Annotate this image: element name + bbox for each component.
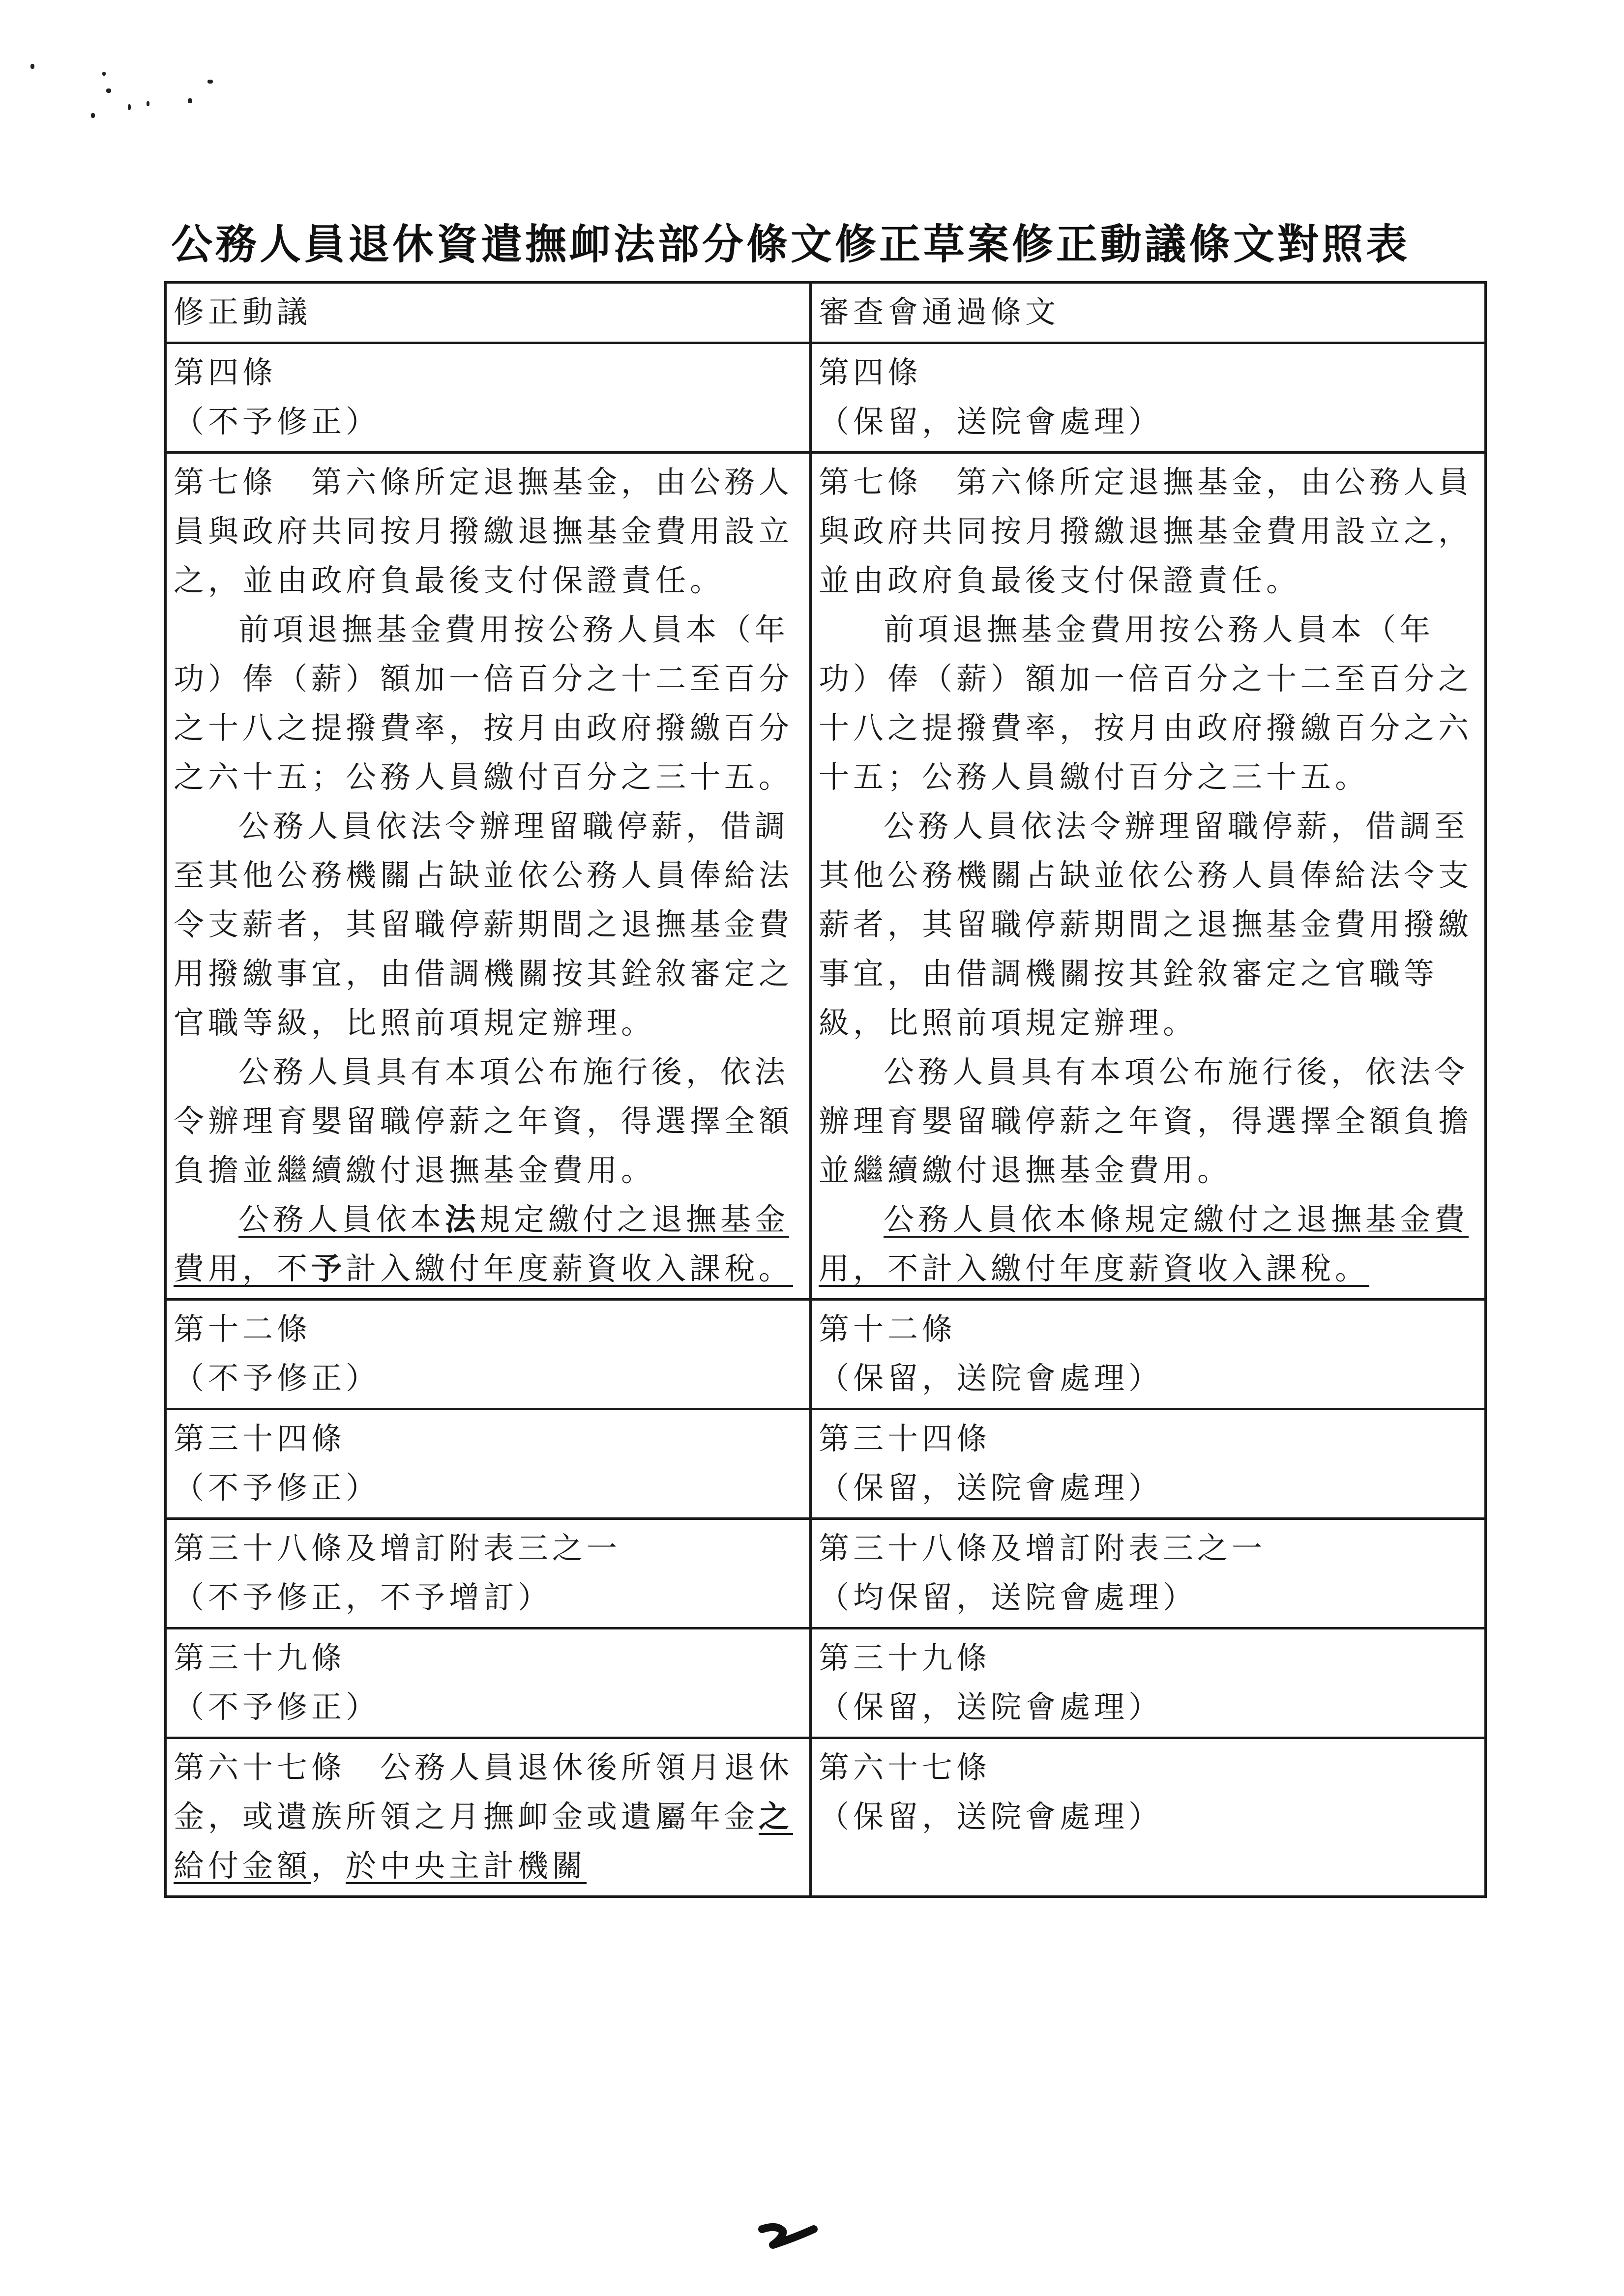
article-heading: 第三十四條	[174, 1421, 346, 1456]
article-heading: 第三十八條及增訂附表三之一	[819, 1530, 1267, 1566]
amended-text: 公務人員依本	[238, 1201, 445, 1237]
article-paragraph: 公務人員依法令辦理留職停薪，借調至其他公務機關占缺並依公務人員俸給法令支薪者，其留職停薪期間之退撫基金費用撥繳事宜，由借調機關按其銓敘審定之官職等級，比照前項規定辦理。	[819, 808, 1473, 1041]
article-heading: 第四條	[174, 354, 277, 390]
passed-cell	[811, 1519, 1486, 1628]
article-note: （不予修正）	[174, 1360, 381, 1396]
table-row	[166, 1519, 1486, 1628]
article-heading: 第四條	[819, 354, 922, 390]
passed-cell	[811, 1628, 1486, 1738]
article-note: （保留，送院會處理）	[819, 1360, 1163, 1396]
article-paragraph: 公務人員依法令辦理留職停薪，借調至其他公務機關占缺並依公務人員俸給法令支薪者，其留職停薪期間之退撫基金費用撥繳事宜，由借調機關按其銓敘審定之官職等級，比照前項規定辦理。	[174, 808, 794, 1041]
table-row	[166, 1409, 1486, 1519]
article-note: （保留，送院會處理）	[819, 1470, 1163, 1506]
motion-cell	[166, 343, 811, 453]
table-row	[166, 453, 1486, 1300]
document-title: 公務人員退休資遣撫卹法部分條文修正草案修正動議條文對照表	[171, 220, 1411, 268]
article-heading: 第十二條	[819, 1311, 957, 1347]
table-row	[166, 343, 1486, 453]
amended-text: 給付金額	[174, 1848, 312, 1884]
article-note: （不予修正）	[174, 404, 381, 439]
article-heading: 第六十七條	[819, 1749, 991, 1785]
article-text: 第六十七條 公務人員退休後所領月退休金，或遺族所領之月撫卹金或遺屬年金	[174, 1749, 794, 1834]
motion-cell	[166, 1738, 811, 1897]
comparison-table	[164, 281, 1487, 1898]
article-note: （均保留，送院會處理）	[819, 1579, 1198, 1615]
article-note: （不予修正）	[174, 1470, 381, 1506]
article-paragraph: 前項退撫基金費用按公務人員本（年功）俸（薪）額加一倍百分之十二至百分之十八之提撥費率，按月由政府撥繳百分之六十五；公務人員繳付百分之三十五。	[819, 611, 1473, 795]
article-paragraph: 第七條 第六條所定退撫基金，由公務人員與政府共同按月撥繳退撫基金費用設立之，並由政府負最後支付保證責任。	[174, 464, 794, 598]
article-paragraph: 公務人員具有本項公布施行後，依法令辦理育嬰留職停薪之年資，得選擇全額負擔並繼續繳付退撫基金費用。	[819, 1054, 1473, 1188]
motion-cell	[166, 1519, 811, 1628]
amended-text: 於中央主計機關	[346, 1848, 587, 1884]
article-text: ，	[311, 1848, 346, 1884]
passed-cell	[811, 1409, 1486, 1519]
article-paragraph	[174, 1743, 802, 1890]
passed-cell	[811, 343, 1486, 453]
article-note: （保留，送院會處理）	[819, 1689, 1163, 1725]
article-paragraph: 前項退撫基金費用按公務人員本（年功）俸（薪）額加一倍百分之十二至百分之十八之提撥費率，按月由政府撥繳百分之六十五；公務人員繳付百分之三十五。	[174, 611, 794, 795]
table-row	[166, 1628, 1486, 1738]
passed-cell	[811, 453, 1486, 1300]
article-note: （不予修正，不予增訂）	[174, 1579, 553, 1615]
article-paragraph: 公務人員具有本項公布施行後，依法令辦理育嬰留職停薪之年資，得選擇全額負擔並繼續繳付退撫基金費用。	[174, 1054, 794, 1188]
article-heading: 第三十九條	[819, 1640, 991, 1676]
scan-specks	[30, 59, 187, 123]
passed-cell	[811, 1738, 1486, 1897]
article-note: （保留，送院會處理）	[819, 1799, 1163, 1834]
article-note: （不予修正）	[174, 1689, 381, 1725]
article-heading: 第三十九條	[174, 1640, 346, 1676]
handwritten-page-number	[747, 2214, 831, 2259]
article-heading: 第三十八條及增訂附表三之一	[174, 1530, 621, 1566]
amended-bold-text: 予	[311, 1250, 346, 1286]
amended-paragraph: 公務人員依本條規定繳付之退撫基金費用，不計入繳付年度薪資收入課稅。	[819, 1201, 1469, 1286]
amended-text: 規定繳付之退撫基金費用，不	[174, 1201, 790, 1286]
article-paragraph: 第七條 第六條所定退撫基金，由公務人員與政府共同按月撥繳退撫基金費用設立之，並由政府負最後支付保證責任。	[819, 464, 1473, 598]
table-header-row	[166, 283, 1486, 343]
column-header-passed: 審查會通過條文	[811, 283, 1486, 343]
article-heading: 第三十四條	[819, 1421, 991, 1456]
article-heading: 第十二條	[174, 1311, 312, 1347]
article-note: （保留，送院會處理）	[819, 404, 1163, 439]
motion-cell	[166, 453, 811, 1300]
column-header-motion: 修正動議	[166, 283, 811, 343]
amended-bold-text: 之	[759, 1799, 794, 1834]
table-row	[166, 1300, 1486, 1409]
passed-cell	[811, 1300, 1486, 1409]
amended-text: 計入繳付年度薪資收入課稅。	[346, 1250, 794, 1286]
motion-cell	[166, 1300, 811, 1409]
amended-bold-text: 法	[445, 1201, 480, 1237]
table-row	[166, 1738, 1486, 1897]
motion-cell	[166, 1628, 811, 1738]
amended-paragraph	[174, 1195, 802, 1293]
page-number	[747, 2214, 831, 2259]
motion-cell	[166, 1409, 811, 1519]
